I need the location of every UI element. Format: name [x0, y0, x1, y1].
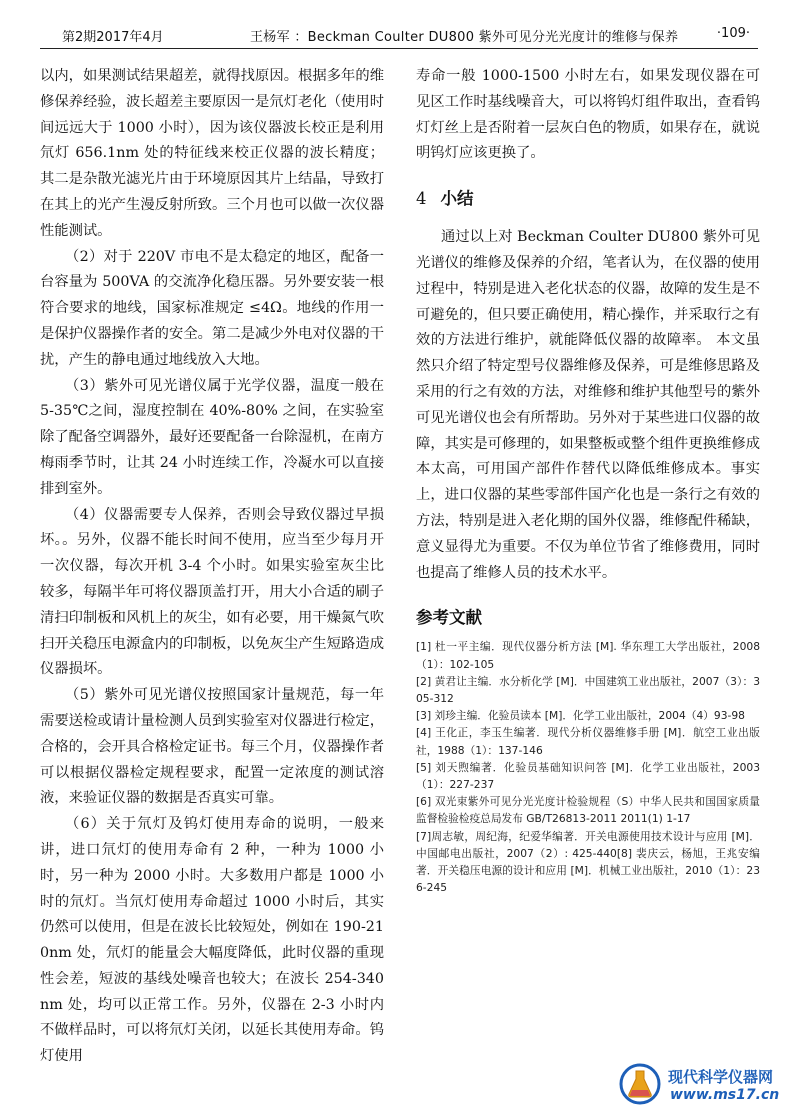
reference-item: [5] 刘天煦编著．化验员基础知识问答 [M]．化学工业出版社，2003（1）：227-237 — [416, 760, 760, 791]
section-heading — [416, 185, 760, 209]
running-title: 王杨军 ：Beckman Coulter DU800 紫外可见分光光度计的维修与保养 — [250, 30, 679, 45]
right-column — [416, 64, 760, 896]
paragraph-continuation-right: 寿命一般 1000-1500 小时左右，如果发现仪器在可见区工作时基线噪音大，可以将钨灯组件取出，查看钨灯灯丝上是否附着一层灰白色的物质，如果存在，就说明钨灯应该更换了。 — [416, 68, 760, 162]
issue-date: 第2期2017年4月 — [62, 30, 164, 45]
watermark-name: 现代科学仪器网 — [668, 1068, 774, 1086]
paragraph-item-3: （3）紫外可见光谱仪属于光学仪器，温度一般在 5-35℃之间，湿度控制在 40%-80% 之间，在实验室除了配备空调器外，最好还要配备一台除湿机，在南方梅雨季节时，让其 24 小时连续工作，冷凝水可以直接排到室外。 — [40, 377, 384, 497]
reference-item: [6] 双光束紫外可见分光光度计检验规程（S）中华人民共和国国家质量监督检验检疫总局发布 GB/T26813-2011 2011(1) 1-17 — [416, 795, 760, 826]
watermark-url: www.ms17.cn — [670, 1087, 780, 1103]
reference-item: [4] 王化正，李玉生编著．现代分析仪器维修手册 [M]．航空工业出版社，1988（1）：137-146 — [416, 726, 760, 757]
paragraph-item-6: （6）关于氘灯及钨灯使用寿命的说明，一般来讲，进口氘灯的使用寿命有 2 种，一种为 1000 小时，另一种为 2000 小时。大多数用户都是 1000 小时的氘灯。当氘灯使用寿命超过 1000 小时后，其实仍然可以使用，但是在波长比较短处，例如在 190-210nm 处，氘灯的能量会大幅度降低，此时仪器的重现性会差，短波的基线处噪音也较大；在波长 254-340nm 处，均可以正常工作。另外，仪器在 2-3 小时内不做样品时，可以将氘灯关闭，以延长其使用寿命。钨灯使用 — [40, 816, 384, 1065]
running-header — [40, 26, 758, 49]
reference-item: [2] 黄君让主编．水分析化学 [M]．中国建筑工业出版社，2007（3）：305-312 — [416, 674, 760, 705]
page-number: ·109· — [716, 26, 750, 41]
left-column — [40, 64, 384, 1070]
references-heading: 参考文献 — [416, 608, 482, 628]
paragraph-item-5: （5）紫外可见光谱仪按照国家计量规范，每一年需要送检或请计量检测人员到实验室对仪器进行检定，合格的，会开具合格检定证书。每三个月，仪器操作者可以根据仪器检定规程要求，配置一定浓度的测试溶液，来验证仪器的数据是否真实可靠。 — [40, 687, 384, 807]
reference-list — [416, 638, 760, 896]
watermark-logo — [618, 1062, 790, 1110]
summary-paragraph: 通过以上对 Beckman Coulter DU800 紫外可见光谱仪的维修及保养的介绍，笔者认为，在仪器的使用过程中，特别是进入老化状态的仪器，故障的发生是不可避免的，但只要正确使用，精心操作，并采取行之有效的方法进行维护，就能降低仪器的故障率。 本文虽然只介绍了特定型号仪器维修及保养，可是维修思路及采用的行之有效的方法，对维修和维护其他型号的紫外可见光谱仪也会有所帮助。另外对于某些进口仪器的故障，其实是可修理的，如果整板或整个组件更换维修成本太高，可用国产部件作替代以降低维修成本。事实上，进口仪器的某些零部件国产化也是一条行之有效的方法，特别是进入老化期的国外仪器，维修配件稀缺，意义显得尤为重要。不仅为单位节省了维修费用，同时也提高了维修人员的技术水平。 — [416, 229, 760, 581]
paragraph-item-4: （4）仪器需要专人保养，否则会导致仪器过早损坏。。另外，仪器不能长时间不使用，应当至少每月开一次仪器，每次开机 3-4 个小时。如果实验室灰尘比较多，每隔半年可将仪器顶盖打开，用大小合适的刷子清扫印制板和风机上的灰尘，如有必要，用干燥氮气吹扫开关稳压电源盒内的印制板，以免灰尘产生短路造成仪器损坏。 — [40, 506, 384, 678]
reference-item: [1] 杜一平主编．现代仪器分析方法 [M]. 华东理工大学出版社，2008（1）：102-105 — [416, 640, 760, 671]
flask-logo-icon — [618, 1062, 662, 1106]
section-number: 4 — [416, 189, 427, 209]
reference-item: [7]周志敏，周纪海，纪爱华编著．开关电源使用技术设计与应用 [M]．中国邮电出版社，2007（2）: 425-440[8] 裴庆云，杨旭，王兆安编著．开关稳压电源的设计和应用 [M]．机械工业出版社，2010（1）：236-245 — [416, 829, 760, 895]
reference-item: [3] 刘珍主编．化验员读本 [M]．化学工业出版社，2004（4）93-98 — [416, 709, 745, 723]
section-title: 小结 — [440, 189, 474, 209]
paragraph-item-2: （2）对于 220V 市电不是太稳定的地区，配备一台容量为 500VA 的交流净化稳压器。另外要安装一根符合要求的地线，国家标准规定 ≤4Ω。地线的作用一是保护仪器操作者的安全。第二是减少外电对仪器的干扰，产生的静电通过地线放入大地。 — [40, 248, 384, 368]
paragraph-continuation: 以内，如果测试结果超差，就得找原因。根据多年的维修保养经验，波长超差主要原因一是氘灯老化（使用时间远远大于 1000 小时），因为该仪器波长校正是利用氘灯 656.1nm 处的特征线来校正仪器的波长精度；其二是杂散光滤光片由于环境原因其片上结晶，导致打在其上的光产生漫反射所致。三个月也可以做一次仪器性能测试。 — [40, 68, 384, 239]
